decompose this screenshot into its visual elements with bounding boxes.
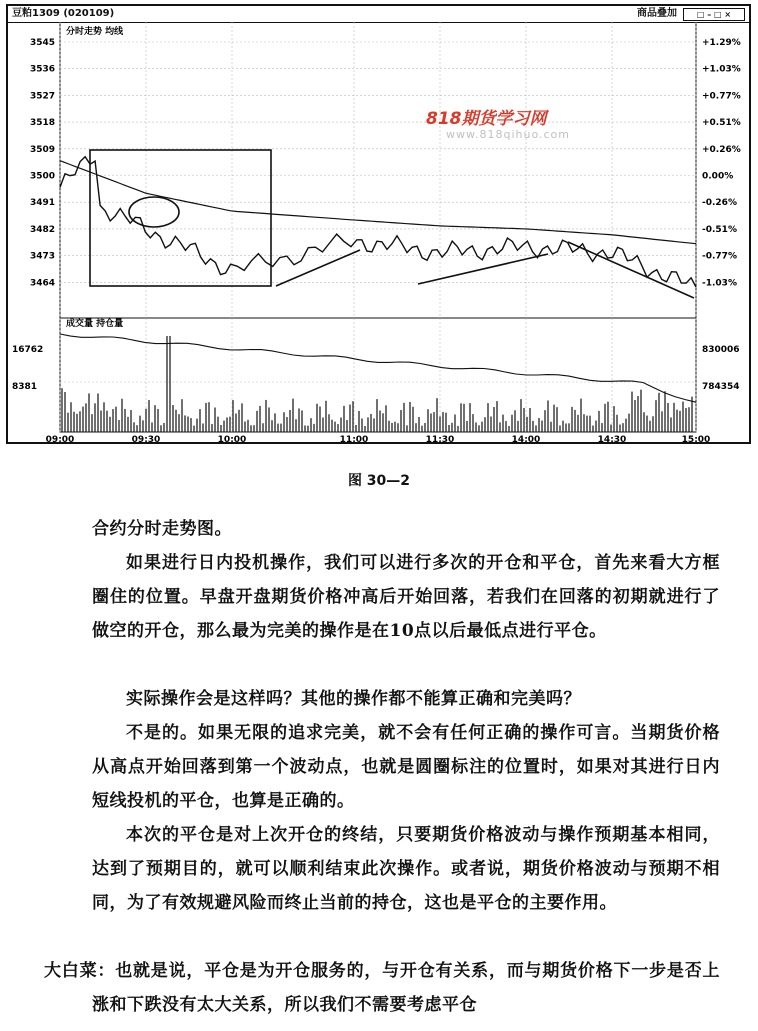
percent-tick-label: +0.26% [702, 144, 741, 155]
window-buttons[interactable]: □ – □ × [683, 8, 745, 21]
time-tick-label: 14:30 [597, 435, 627, 442]
price-tick-label: 3518 [30, 118, 56, 129]
percent-tick-label: +0.51% [702, 118, 741, 129]
oi-min-label: 784354 [702, 382, 740, 392]
volume-legend: 成交量 持仓量 [66, 319, 124, 329]
chart-header [8, 6, 749, 23]
contract-code: 豆粕1309 (020109) [12, 8, 115, 19]
percent-tick-label: -0.51% [702, 224, 737, 235]
time-tick-label: 15:00 [681, 435, 711, 442]
oi-max-label: 830006 [702, 345, 740, 355]
overlay-control[interactable]: 商品叠加 [637, 8, 677, 19]
price-tick-label: 3464 [30, 278, 56, 289]
price-panel-border [60, 22, 696, 318]
chart-plot [8, 22, 749, 442]
percent-tick-label: 0.00% [702, 171, 734, 182]
time-tick-label: 14:00 [511, 435, 541, 442]
percent-tick-label: -1.03% [702, 278, 737, 289]
time-tick-label: 09:30 [131, 435, 161, 442]
time-tick-label: 10:00 [217, 435, 247, 442]
note-label: 大白菜： [44, 961, 116, 981]
time-tick-label: 11:00 [339, 435, 369, 442]
price-tick-label: 3527 [30, 91, 56, 102]
volume-mid-label: 8381 [12, 382, 38, 392]
price-tick-label: 3473 [30, 251, 56, 262]
percent-tick-label: +1.03% [702, 64, 741, 75]
price-legend: 分时走势 均线 [66, 27, 124, 37]
watermark-logo: 818期货学习网 [426, 109, 547, 129]
volume-max-label: 16762 [12, 345, 44, 355]
note-paragraph [44, 954, 720, 1022]
price-tick-label: 3536 [30, 64, 56, 75]
highlight-box [90, 150, 271, 286]
paragraph-5: 本次的平仓是对上次开仓的终结，只要期货价格波动与操作预期基本相同，达到了预期目的，就可以顺利结束此次操作。或者说，期货价格波动与预期不相同，为了有效规避风险而终止当前的持仓，这也是平仓的主要作用。 [92, 825, 720, 913]
paragraph-1: 合约分时走势图。 [92, 519, 232, 539]
watermark-url: www.818qihuo.com [446, 128, 570, 141]
price-tick-label: 3545 [30, 38, 56, 48]
paragraph-4: 不是的。如果无限的追求完美，就不会有任何正确的操作可言。当期货价格从高点开始回落到第一个波动点，也就是圆圈标注的位置时，如果对其进行日内短线投机的平仓，也算是正确的。 [92, 723, 720, 811]
percent-tick-label: -0.77% [702, 251, 737, 262]
paragraph-3: 实际操作会是这样吗？其他的操作都不能算正确和完美吗？ [126, 689, 581, 709]
time-tick-label: 11:30 [425, 435, 455, 442]
note-text: 也就是说，平仓是为开仓服务的，与开仓有关系，而与期货价格下一步是否上涨和下跌没有太大关系，所以我们不需要考虑平仓 [92, 961, 721, 1015]
highlight-circle [129, 197, 179, 227]
price-tick-label: 3509 [30, 144, 56, 155]
time-tick-label: 09:00 [45, 435, 75, 442]
percent-tick-label: +0.77% [702, 91, 741, 102]
price-tick-label: 3500 [30, 171, 56, 182]
figure-caption: 图 30—2 [347, 473, 411, 489]
percent-tick-label: +1.29% [702, 38, 741, 48]
intraday-chart [6, 4, 751, 444]
trend-line-3 [568, 242, 694, 298]
price-tick-label: 3482 [30, 224, 56, 235]
open-interest-line [60, 334, 696, 402]
percent-tick-label: -0.26% [702, 198, 737, 209]
price-tick-label: 3491 [30, 198, 56, 209]
paragraph-2: 如果进行日内投机操作，我们可以进行多次的开仓和平仓，首先来看大方框圈住的位置。早盘开盘期货价格冲高后开始回落，若我们在回落的初期就进行了做空的开仓，那么最为完美的操作是在10点以后最低点进行平仓。 [92, 553, 720, 641]
